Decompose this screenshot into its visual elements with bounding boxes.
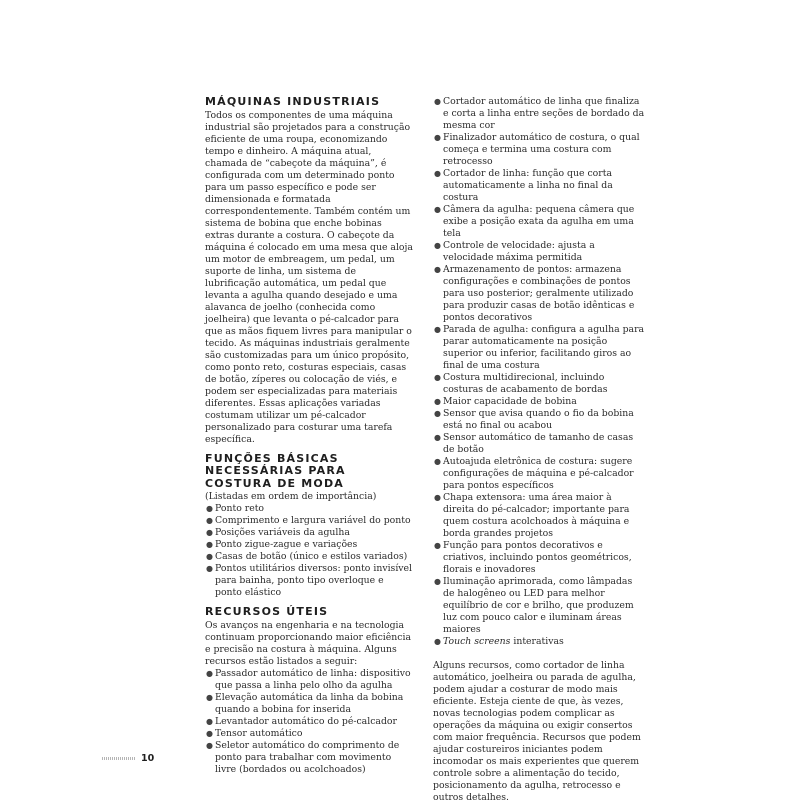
- bullet-icon: ●: [434, 493, 441, 502]
- bullet-icon: ●: [434, 409, 441, 418]
- bullet-icon: ●: [434, 241, 441, 250]
- bullet-icon: ●: [206, 728, 213, 738]
- list-item: ● Pontos utilitários diversos: ponto invisível para bainha, ponto tipo overloque e ponto elástico: [206, 563, 413, 599]
- bullet-icon: ●: [206, 668, 213, 678]
- list-item: ● Função para pontos decorativos e criativos, incluindo pontos geométricos, florais e inovadores: [434, 540, 632, 575]
- useful-features-closing: Alguns recursos, como cortador de linha automático, joelheira ou parada de agulha, podem ajudar a costurar de modo mais eficiente. Esteja ciente de que, às vezes, novas tecnologias podem complicar as operações da máquina ou exigir consertos com maior frequência. Recursos que podem ajudar costureiros iniciantes podem incomodar os mais experientes que querem controle sobre a alimentação do tecido, posicionamento da agulha, retrocesso e outros detalhes.: [433, 660, 641, 803]
- list-item: ● Cortador de linha: função que corta automaticamente a linha no final da costura: [434, 168, 613, 203]
- list-item: ● Maior capacidade de bobina: [434, 396, 577, 407]
- left-column: [205, 96, 413, 776]
- basic-functions-note: (Listadas em ordem de importância): [205, 491, 377, 503]
- bullet-icon: ●: [434, 373, 441, 382]
- bullet-icon: ●: [434, 169, 441, 178]
- list-item: ● Autoajuda eletrônica de costura: sugere configurações de máquina e pé-calcador para pontos específicos: [434, 456, 634, 491]
- bullet-icon: ●: [434, 541, 441, 550]
- bullet-icon: ●: [206, 564, 213, 574]
- bullet-icon: ●: [206, 504, 213, 514]
- bullet-icon: ●: [206, 740, 213, 750]
- touch-screens-emphasis: Touch screens: [443, 636, 511, 647]
- industrial-machines-text: Todos os componentes de uma máquina industrial são projetados para a construção eficiente de uma roupa, economizando tempo e dinheiro. A máquina atual, chamada de “cabeçote da máquina”, é configurada com um determinado ponto para um passo específico e pode ser dimensionada e formatada correspondentemente. Também contém um sistema de bobina que enche bobinas extras durante a costura. O cabeçote da máquina é colocado em uma mesa que aloja um motor de embreagem, um pedal, um suporte de linha, um sistema de lubrificação automática, um pedal que levanta a agulha quando desejado e uma alavanca de joelho (conhecida como joelheira) que levanta o pé-calcador para que as mãos fiquem livres para manipular o tecido. As máquinas industriais geralmente são customizadas para um único propósito, como ponto reto, costuras especiais, casas de botão, zíperes ou colocação de viés, e podem ser especializadas para materiais diferentes. Essas aplicações variadas costumam utilizar um pé-calcador personalizado para costurar uma tarefa específica.: [205, 109, 413, 445]
- bullet-icon: ●: [434, 133, 441, 142]
- bullet-icon: ●: [434, 325, 441, 334]
- bullet-icon: ●: [434, 97, 441, 106]
- bullet-icon: ●: [434, 397, 441, 406]
- list-item: ● Costura multidirecional, incluindo costuras de acabamento de bordas: [434, 372, 608, 395]
- useful-features-heading: RECURSOS ÚTEIS: [205, 605, 329, 619]
- list-item: ● Chapa extensora: uma área maior à direita do pé-calcador; importante para quem costura acolchoados à máquina e borda grandes projetos: [434, 492, 630, 539]
- bullet-icon: ●: [434, 433, 441, 442]
- industrial-machines-heading: MÁQUINAS INDUSTRIAIS: [205, 95, 381, 108]
- useful-features-list-part1: [205, 668, 413, 776]
- list-item: ● Comprimento e largura variável do ponto: [206, 515, 411, 527]
- bullet-icon: ●: [434, 457, 441, 466]
- right-column: [433, 96, 645, 804]
- list-item: ● Ponto zigue-zague e variações: [206, 539, 358, 551]
- basic-functions-heading: FUNÇÕES BÁSICAS NECESSÁRIAS PARA COSTURA DE MODA: [205, 451, 346, 490]
- list-item: ● Passador automático de linha: dispositivo que passa a linha pelo olho da agulha: [206, 667, 411, 691]
- footer-rule: [102, 757, 136, 760]
- page-number: 10: [141, 753, 155, 764]
- list-item: ● Touch screens interativas: [434, 636, 564, 647]
- list-item: ● Iluminação aprimorada, como lâmpadas de halogêneo ou LED para melhor equilíbrio de cor e brilho, que produzem luz com pouco calor e iluminam áreas maiores: [434, 576, 634, 635]
- list-item: ● Câmera da agulha: pequena câmera que exibe a posição exata da agulha em uma tela: [434, 204, 635, 239]
- bullet-icon: ●: [206, 516, 213, 526]
- page-footer: [102, 752, 162, 766]
- useful-features-intro: Os avanços na engenharia e na tecnologia continuam proporcionando maior eficiência e precisão na costura à máquina. Alguns recursos estão listados a seguir:: [205, 619, 411, 667]
- list-item: ● Controle de velocidade: ajusta a velocidade máxima permitida: [434, 240, 595, 263]
- bullet-icon: ●: [206, 540, 213, 550]
- list-item: ● Levantador automático do pé-calcador: [206, 715, 397, 727]
- list-item: ● Sensor automático de tamanho de casas de botão: [434, 432, 634, 455]
- list-item: ● Seletor automático do comprimento de ponto para trabalhar com movimento livre (bordados ou acolchoados): [206, 739, 400, 775]
- list-item: ● Casas de botão (único e estilos variados): [206, 551, 408, 563]
- bullet-icon: ●: [206, 528, 213, 538]
- bullet-icon: ●: [434, 577, 441, 586]
- list-item: ● Armazenamento de pontos: armazena configurações e combinações de pontos para uso posterior; geralmente utilizado para produzir casas de botão idênticas e pontos decorativos: [434, 264, 635, 323]
- bullet-icon: ●: [434, 637, 441, 646]
- bullet-icon: ●: [206, 552, 213, 562]
- list-item: ● Parada de agulha: configura a agulha para parar automaticamente na posição superior ou inferior, facilitando giros ao final de uma costura: [434, 324, 645, 371]
- basic-functions-list: [205, 503, 413, 599]
- list-item: ● Cortador automático de linha que finaliza e corta a linha entre seções de bordado da mesma cor: [434, 96, 645, 131]
- list-item: ● Sensor que avisa quando o fio da bobina está no final ou acabou: [434, 408, 634, 431]
- bullet-icon: ●: [434, 265, 441, 274]
- list-item: ● Elevação automática da linha da bobina quando a bobina for inserida: [206, 691, 404, 715]
- bullet-icon: ●: [206, 692, 213, 702]
- list-item: ● Posições variáveis da agulha: [206, 527, 350, 539]
- list-item: ● Finalizador automático de costura, o qual começa e termina uma costura com retrocesso: [434, 132, 640, 167]
- bullet-icon: ●: [206, 716, 213, 726]
- list-item: ● Tensor automático: [206, 727, 303, 739]
- list-item: ● Ponto reto: [206, 503, 265, 515]
- bullet-icon: ●: [434, 205, 441, 214]
- useful-features-list-part2: [433, 96, 645, 648]
